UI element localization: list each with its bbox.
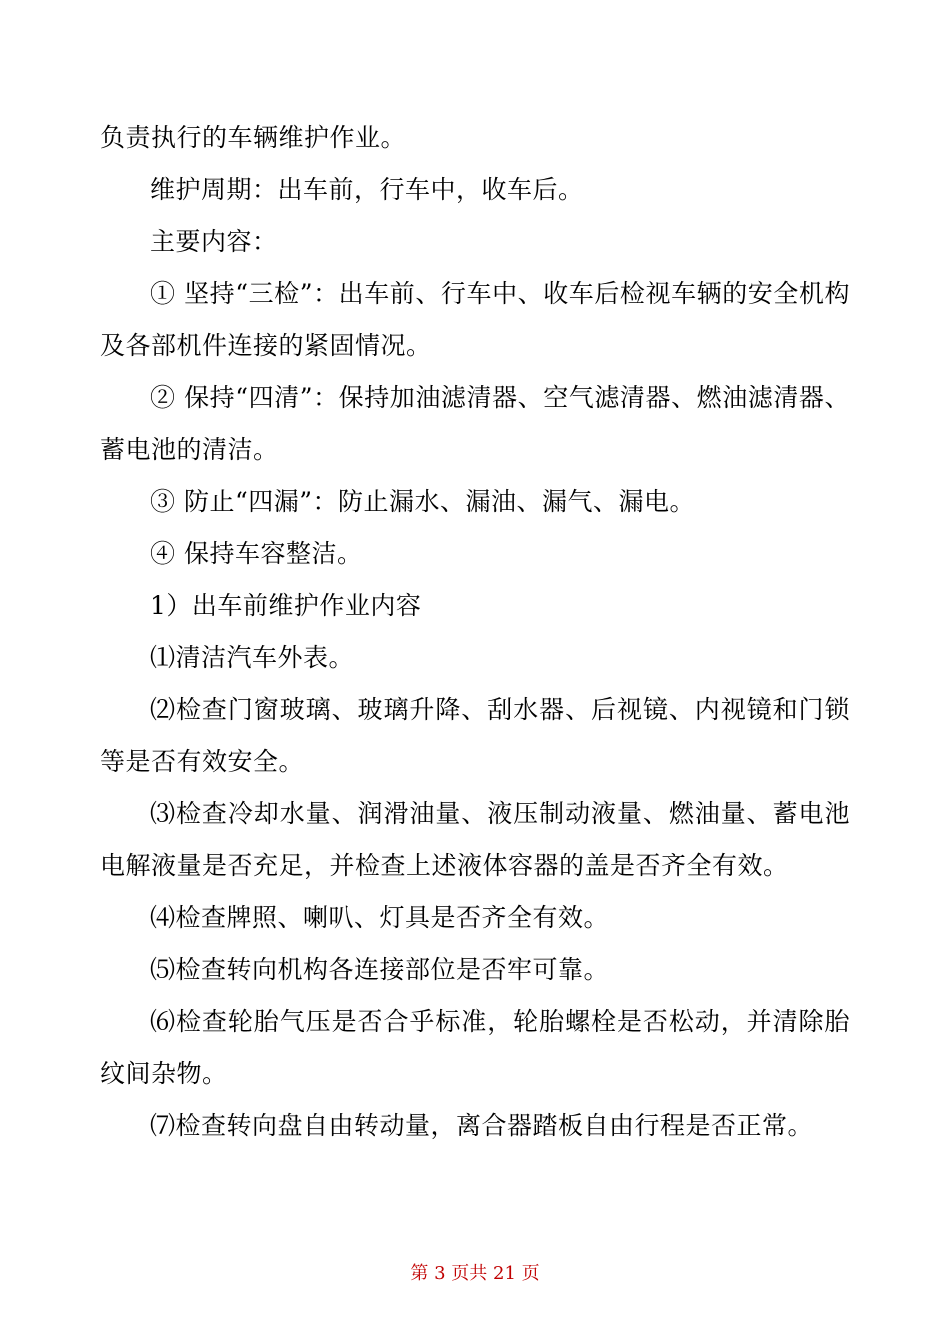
list-item: ⑶检查冷却水量、润滑油量、液压制动液量、燃油量、蓄电池电解液量是否充足，并检查上述液体容器的盖是否齐全有效。	[100, 799, 850, 880]
list-item: ④ 保持车容整洁。	[150, 539, 363, 568]
list-item: ⑸检查转向机构各连接部位是否牢可靠。	[150, 955, 610, 984]
list-item: ⑴清洁汽车外表。	[150, 643, 355, 672]
list-item: ② 保持“四清”：保持加油滤清器、空气滤清器、燃油滤清器、蓄电池的清洁。	[100, 383, 850, 464]
paragraph: 主要内容：	[150, 227, 278, 256]
document-body	[100, 112, 850, 1152]
paragraph: 负责执行的车辆维护作业。	[100, 123, 407, 152]
list-item: ⑹检查轮胎气压是否合乎标准，轮胎螺栓是否松动，并清除胎纹间杂物。	[100, 1007, 850, 1088]
page-number-footer: 第 3 页共 21 页	[410, 1263, 540, 1284]
list-item: ⑺检查转向盘自由转动量，离合器踏板自由行程是否正常。	[150, 1111, 814, 1140]
list-item: ⑵检查门窗玻璃、玻璃升降、刮水器、后视镜、内视镜和门锁等是否有效安全。	[100, 695, 850, 776]
list-item: ① 坚持“三检”：出车前、行车中、收车后检视车辆的安全机构及各部机件连接的紧固情况。	[100, 279, 850, 360]
list-item: ③ 防止“四漏”：防止漏水、漏油、漏气、漏电。	[150, 487, 696, 516]
list-item: ⑷检查牌照、喇叭、灯具是否齐全有效。	[150, 903, 610, 932]
section-heading: 1）出车前维护作业内容	[150, 591, 422, 620]
paragraph: 维护周期：出车前，行车中，收车后。	[150, 175, 584, 204]
